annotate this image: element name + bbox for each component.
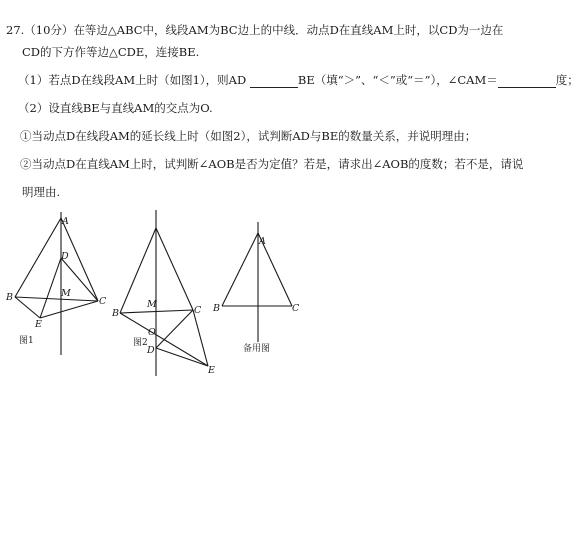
fig1-segment-be — [15, 297, 40, 318]
fig2-caption: 图2 — [133, 338, 148, 348]
fig2-label-o: O — [148, 327, 156, 338]
fig1-label-b: B — [6, 292, 13, 303]
fig1-segment-de — [40, 258, 61, 318]
fig3-label-b: B — [213, 303, 220, 314]
problem-points: （10分） — [24, 23, 74, 37]
question-2-2-line-1: ②当动点D在直线AM上时，试判断∠AOB是否为定值？若是，请求出∠AOB的度数；若不是，请说 — [20, 157, 524, 171]
question-1-part-b: BE（填“＞”、“＜”或“＝”），∠CAM＝ — [297, 73, 498, 87]
fig1-label-e: E — [35, 319, 42, 330]
fig2-label-d: D — [147, 345, 155, 356]
figure-3 — [222, 222, 292, 342]
question-2-2-line-2: 明理由. — [22, 185, 61, 199]
question-1-part-a: （1）若点D在线段AM上时（如图1），则AD — [18, 73, 247, 87]
fig2-label-b: B — [112, 308, 119, 319]
fig2-segment-dc — [156, 310, 193, 348]
fig1-label-m: M — [61, 288, 71, 299]
fig1-label-d: D — [61, 251, 69, 262]
question-1-part-c: 度； — [555, 73, 579, 87]
fig2-segment-ac — [156, 228, 193, 310]
fig3-label-c: C — [292, 303, 300, 314]
fig1-segment-ab — [15, 218, 61, 297]
fig2-segment-ce — [193, 310, 208, 366]
problem-stem-1: 在等边△ABC中，线段AM为BC边上的中线．动点D在直线AM上时，以CD为一边在 — [73, 23, 504, 37]
fig3-segment-ab — [222, 233, 258, 306]
fig3-caption: 备用图 — [243, 344, 271, 354]
question-2-1: ①当动点D在线段AM的延长线上时（如图2），试判断AD与BE的数量关系，并说明理由； — [20, 129, 477, 143]
fig1-label-c: C — [99, 296, 107, 307]
fig2-label-c: C — [194, 305, 202, 316]
fig1-segment-bc — [15, 297, 98, 301]
figure-2 — [120, 210, 208, 376]
problem-stem-2: CD的下方作等边△CDE，连接BE. — [22, 45, 200, 59]
fig1-label-a: A — [62, 216, 69, 227]
fig1-segment-ec — [40, 301, 98, 318]
fig2-label-e: E — [208, 365, 215, 376]
fig3-label-a: A — [259, 236, 266, 247]
fig1-caption: 图1 — [19, 336, 34, 346]
figure-1 — [15, 212, 98, 355]
question-2: （2）设直线BE与直线AM的交点为O. — [18, 101, 213, 115]
fig2-label-m: M — [147, 299, 157, 310]
problem-number: 27. — [6, 23, 25, 37]
